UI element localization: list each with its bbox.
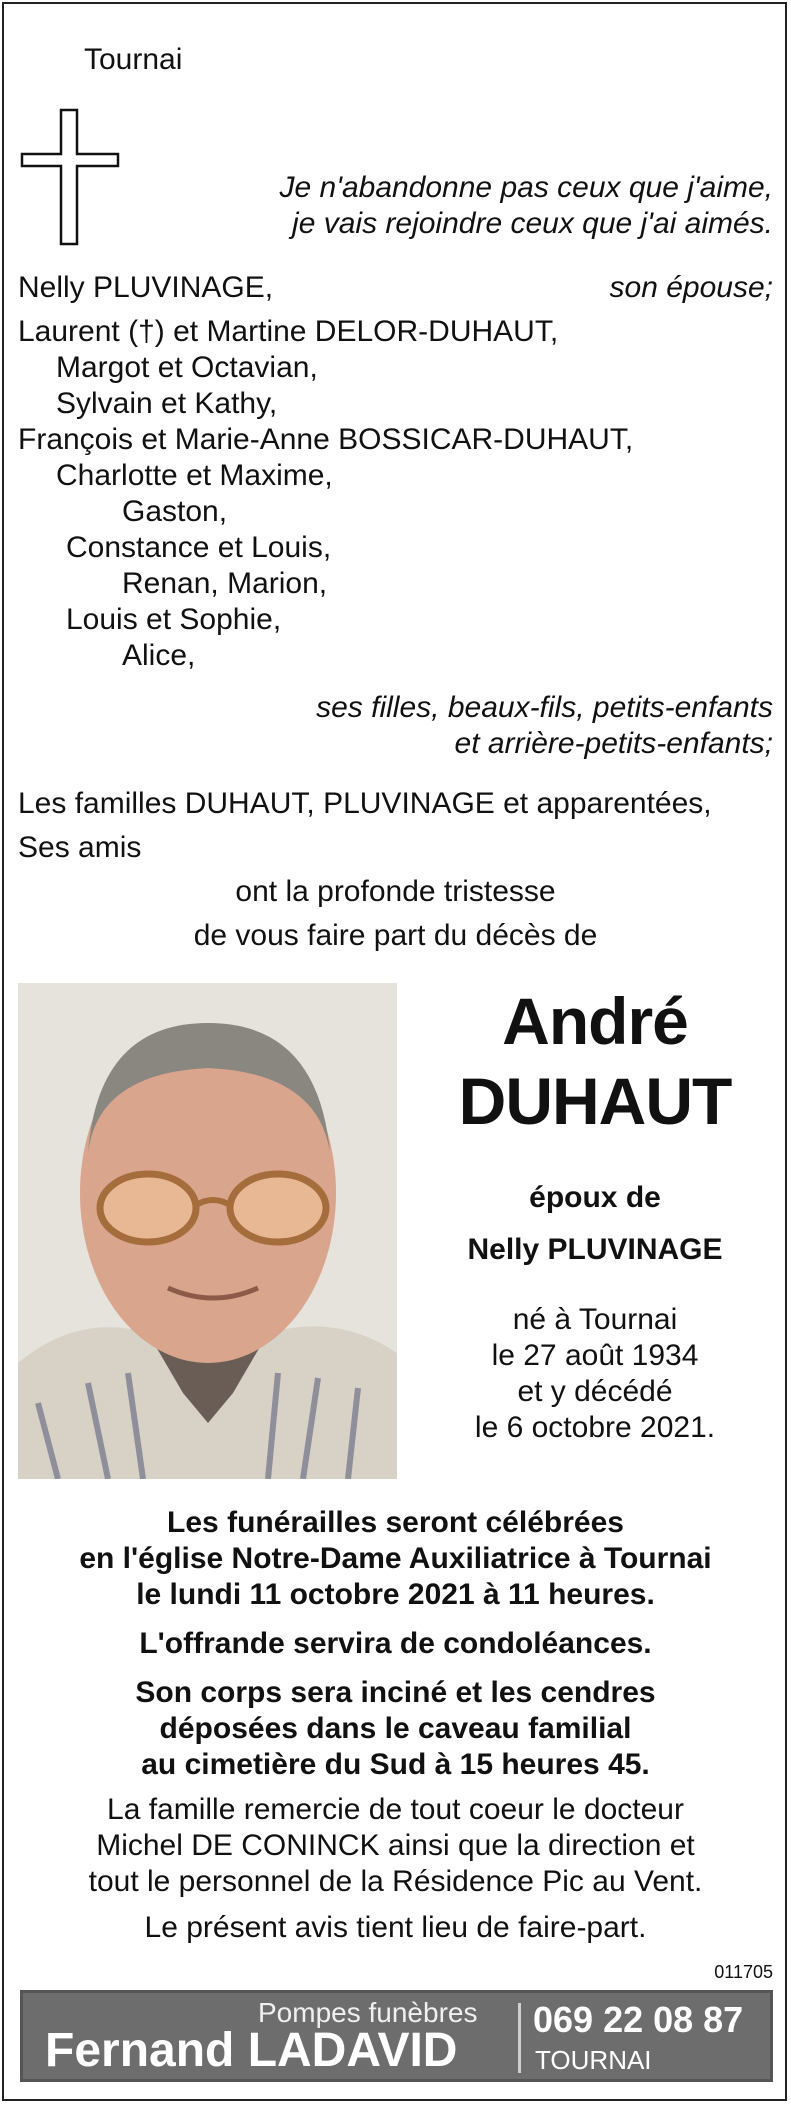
died-place: et y décédé <box>517 1375 673 1408</box>
family-line: Renan, Marion, <box>122 567 328 600</box>
footer-city: TOURNAI <box>535 2045 652 2075</box>
spouse-label: époux de <box>529 1181 661 1214</box>
portrait-photo <box>18 983 397 1479</box>
footer-phone: 069 22 08 87 <box>533 1999 744 2040</box>
family-line: Alice, <box>122 639 196 672</box>
family-line: Margot et Octavian, <box>56 351 318 384</box>
funeral-line-3: le lundi 11 octobre 2021 à 11 heures. <box>136 1578 655 1611</box>
header-city: Tournai <box>84 43 183 76</box>
footer-company: Fernand LADAVID <box>45 2024 458 2077</box>
born-place: né à Tournai <box>512 1303 678 1336</box>
quote-line-2: je vais rejoindre ceux que j'ai aimés. <box>292 207 773 240</box>
cross-icon <box>20 108 120 248</box>
born-date: le 27 août 1934 <box>491 1339 699 1372</box>
cremation-line-1: Son corps sera inciné et les cendres <box>135 1676 656 1709</box>
children-role-1: ses filles, beaux-fils, petits-enfants <box>316 691 773 724</box>
offering-line: L'offrande servira de condoléances. <box>139 1627 652 1660</box>
family-line: Charlotte et Maxime, <box>56 459 333 492</box>
reference-number: 011705 <box>714 1962 773 1982</box>
thanks-line-3: tout le personnel de la Résidence Pic au Vent. <box>88 1865 703 1898</box>
faire-part-line: Le présent avis tient lieu de faire-part. <box>144 1911 647 1944</box>
children-role-2: et arrière-petits-enfants; <box>454 727 773 760</box>
deceased-last-name: DUHAUT <box>458 1064 732 1138</box>
family-line: François et Marie-Anne BOSSICAR-DUHAUT, <box>18 423 634 456</box>
deceased-spouse-name: Nelly PLUVINAGE <box>467 1233 723 1266</box>
families-line: Les familles DUHAUT, PLUVINAGE et apparentées, <box>18 787 712 820</box>
portrait-illustration <box>18 983 397 1479</box>
family-line: Constance et Louis, <box>66 531 332 564</box>
announce-line-1: ont la profonde tristesse <box>235 875 556 908</box>
funeral-home-banner <box>20 1990 773 2082</box>
funeral-line-2: en l'église Notre-Dame Auxiliatrice à Tournai <box>79 1542 712 1575</box>
family-line: Gaston, <box>122 495 228 528</box>
thanks-line-2: Michel DE CONINCK ainsi que la direction et <box>96 1829 695 1862</box>
died-date: le 6 octobre 2021. <box>474 1411 716 1444</box>
cremation-line-3: au cimetière du Sud à 15 heures 45. <box>141 1748 650 1781</box>
deceased-first-name: André <box>502 984 688 1058</box>
family-line: Louis et Sophie, <box>66 603 282 636</box>
quote-line-1: Je n'abandonne pas ceux que j'aime, <box>279 171 773 204</box>
announce-line-2: de vous faire part du décès de <box>193 919 598 952</box>
spouse-name: Nelly PLUVINAGE, <box>18 271 274 304</box>
family-line: Laurent (†) et Martine DELOR-DUHAUT, <box>18 315 559 348</box>
funeral-line-1: Les funérailles seront célébrées <box>167 1506 624 1539</box>
spouse-role: son épouse; <box>609 271 773 304</box>
footer-divider <box>518 2003 521 2073</box>
friends-line: Ses amis <box>18 831 142 864</box>
family-line: Sylvain et Kathy, <box>56 387 278 420</box>
thanks-line-1: La famille remercie de tout coeur le docteur <box>107 1793 684 1826</box>
cremation-line-2: déposées dans le caveau familial <box>159 1712 632 1745</box>
footer-tagline: Pompes funèbres <box>258 1997 478 2028</box>
